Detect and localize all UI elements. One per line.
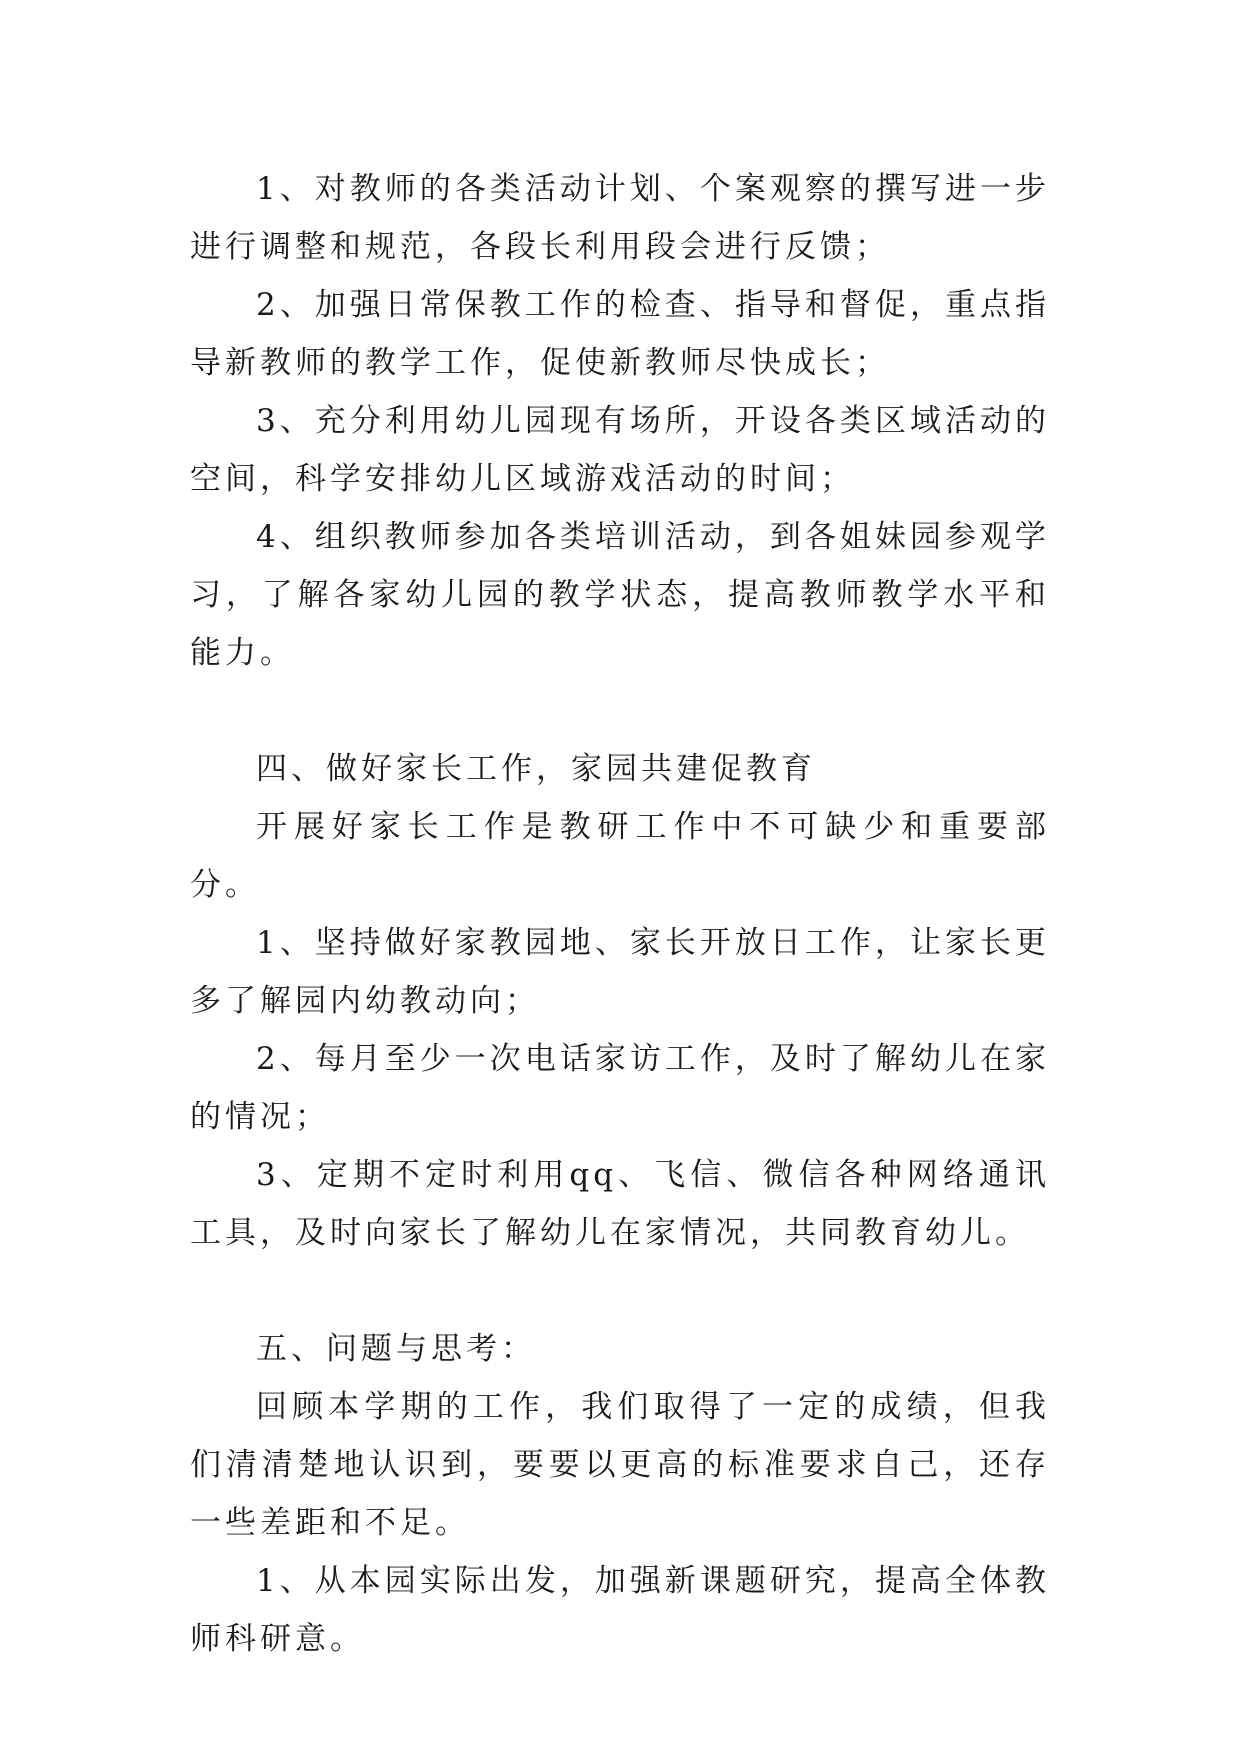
document-page	[190, 160, 1050, 1668]
paragraph-item: 2、加强日常保教工作的检查、指导和督促，重点指导新教师的教学工作，促使新教师尽快成长；	[190, 287, 1050, 381]
paragraph-item: 3、定期不定时利用qq、飞信、微信各种网络通讯工具，及时向家长了解幼儿在家情况，共同教育幼儿。	[190, 1157, 1050, 1251]
section-intro: 开展好家长工作是教研工作中不可缺少和重要部分。	[190, 809, 1050, 903]
paragraph-item: 1、对教师的各类活动计划、个案观察的撰写进一步进行调整和规范，各段长利用段会进行反馈；	[190, 171, 1050, 265]
section-spacer	[190, 1262, 1050, 1320]
section-spacer	[190, 682, 1050, 740]
section-heading: 四、做好家长工作，家园共建促教育	[256, 751, 816, 787]
section-heading: 五、问题与思考：	[256, 1331, 536, 1367]
paragraph-item: 3、充分利用幼儿园现有场所，开设各类区域活动的空间，科学安排幼儿区域游戏活动的时间；	[190, 403, 1050, 497]
paragraph-item: 1、坚持做好家教园地、家长开放日工作，让家长更多了解园内幼教动向；	[190, 925, 1050, 1019]
paragraph-item: 4、组织教师参加各类培训活动，到各姐妹园参观学习，了解各家幼儿园的教学状态，提高教师教学水平和能力。	[190, 519, 1050, 671]
paragraph-item: 1、从本园实际出发，加强新课题研究，提高全体教师科研意。	[190, 1563, 1050, 1657]
section-intro: 回顾本学期的工作，我们取得了一定的成绩，但我们清清楚地认识到，要要以更高的标准要求自己，还存一些差距和不足。	[190, 1389, 1050, 1541]
paragraph-item: 2、每月至少一次电话家访工作，及时了解幼儿在家的情况；	[190, 1041, 1050, 1135]
